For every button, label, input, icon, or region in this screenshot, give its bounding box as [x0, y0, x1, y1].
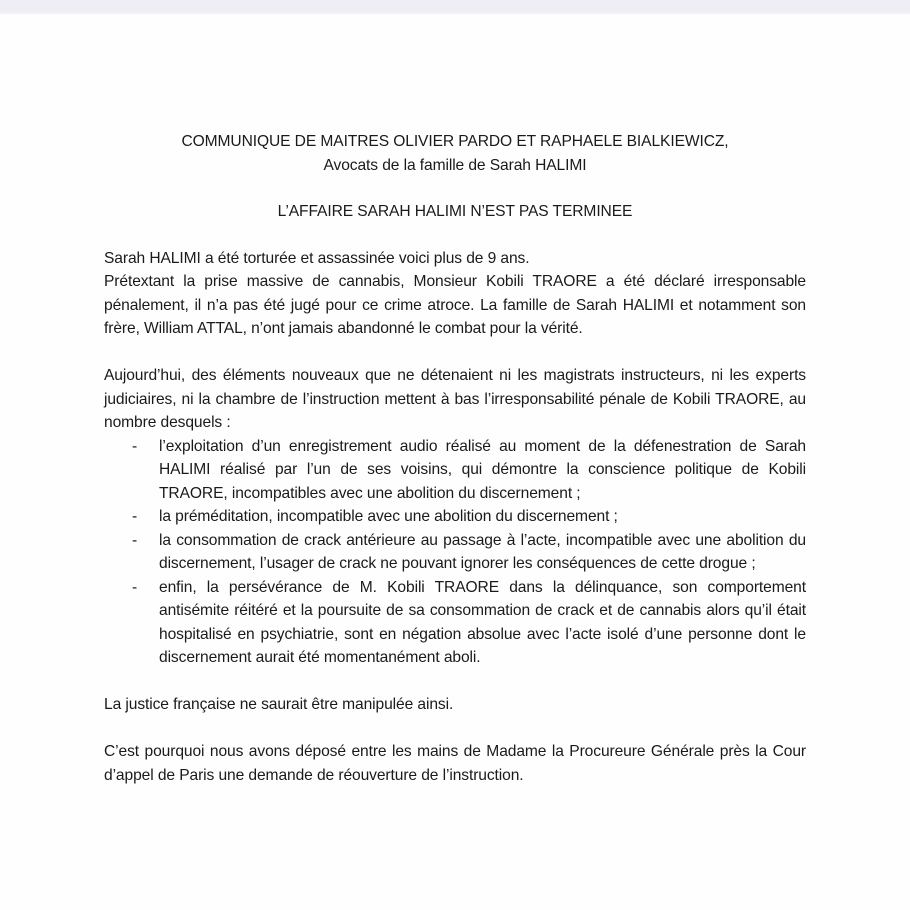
document-title: L’AFFAIRE SARAH HALIMI N’EST PAS TERMINEE	[277, 203, 633, 220]
list-item-text: la préméditation, incompatible avec une abolition du discernement ;	[159, 508, 618, 525]
new-elements-list	[104, 435, 806, 670]
paragraph-intro-sentence-1: Sarah HALIMI a été torturée et assassinée voici plus de 9 ans.	[104, 249, 530, 267]
list-item-text: enfin, la persévérance de M. Kobili TRAORE dans la délinquance, son comportement antisémite réitéré et la poursuite de sa consommation de crack et de cannabis alors qu’il était hospitalisé en psychiatrie, sont en négation absolue avec l’acte isolé d’une personne dont le discernement aurait été momentanément aboli.	[159, 578, 806, 666]
list-item	[132, 529, 806, 576]
paragraph-justice: La justice française ne saurait être manipulée ainsi.	[104, 696, 454, 713]
list-item-text: l’exploitation d’un enregistrement audio réalisé au moment de la défenestration de Sarah HALIMI réalisé par l’un de ses voisins, qui démontre la conscience politique de Kobili TRAORE, incompatibles avec une abolition du discernement ;	[159, 437, 806, 502]
paragraph-new-elements	[104, 364, 806, 670]
list-item	[132, 576, 806, 670]
dash-bullet-icon: -	[132, 437, 138, 455]
paragraph-intro-sentence-2: Prétextant la prise massive de cannabis, Monsieur Kobili TRAORE a été déclaré irresponsable pénalement, il n’a pas été jugé pour ce crime atroce. La famille de Sarah HALIMI et notamment son frère, William ATTAL, n’ont jamais abandonné le combat pour la vérité.	[104, 273, 806, 337]
dash-bullet-icon: -	[132, 578, 138, 596]
list-item	[132, 505, 806, 529]
top-status-band	[0, 0, 910, 14]
dash-bullet-icon: -	[132, 531, 138, 549]
paragraph-new-elements-intro: Aujourd’hui, des éléments nouveaux que ne détenaient ni les magistrats instructeurs, ni les experts judiciaires, ni la chambre de l’instruction mettent à bas l’irresponsabilité pénale de Kobili TRAORE, au nombre desquels :	[104, 367, 806, 431]
dash-bullet-icon: -	[132, 508, 138, 525]
document-page	[104, 130, 806, 787]
paragraph-intro	[104, 247, 806, 341]
header-line-lawyers: COMMUNIQUE DE MAITRES OLIVIER PARDO ET RAPHAELE BIALKIEWICZ,	[181, 133, 729, 150]
list-item-text: la consommation de crack antérieure au passage à l’acte, incompatible avec une abolition du discernement, l’usager de crack ne pouvant ignorer les conséquences de cette drogue ;	[159, 531, 806, 572]
list-item	[132, 435, 806, 506]
paragraph-request: C’est pourquoi nous avons déposé entre les mains de Madame la Procureure Générale près la Cour d’appel de Paris une demande de réouverture de l’instruction.	[104, 743, 806, 784]
header-line-role: Avocats de la famille de Sarah HALIMI	[323, 156, 587, 174]
document-header	[94, 130, 816, 177]
